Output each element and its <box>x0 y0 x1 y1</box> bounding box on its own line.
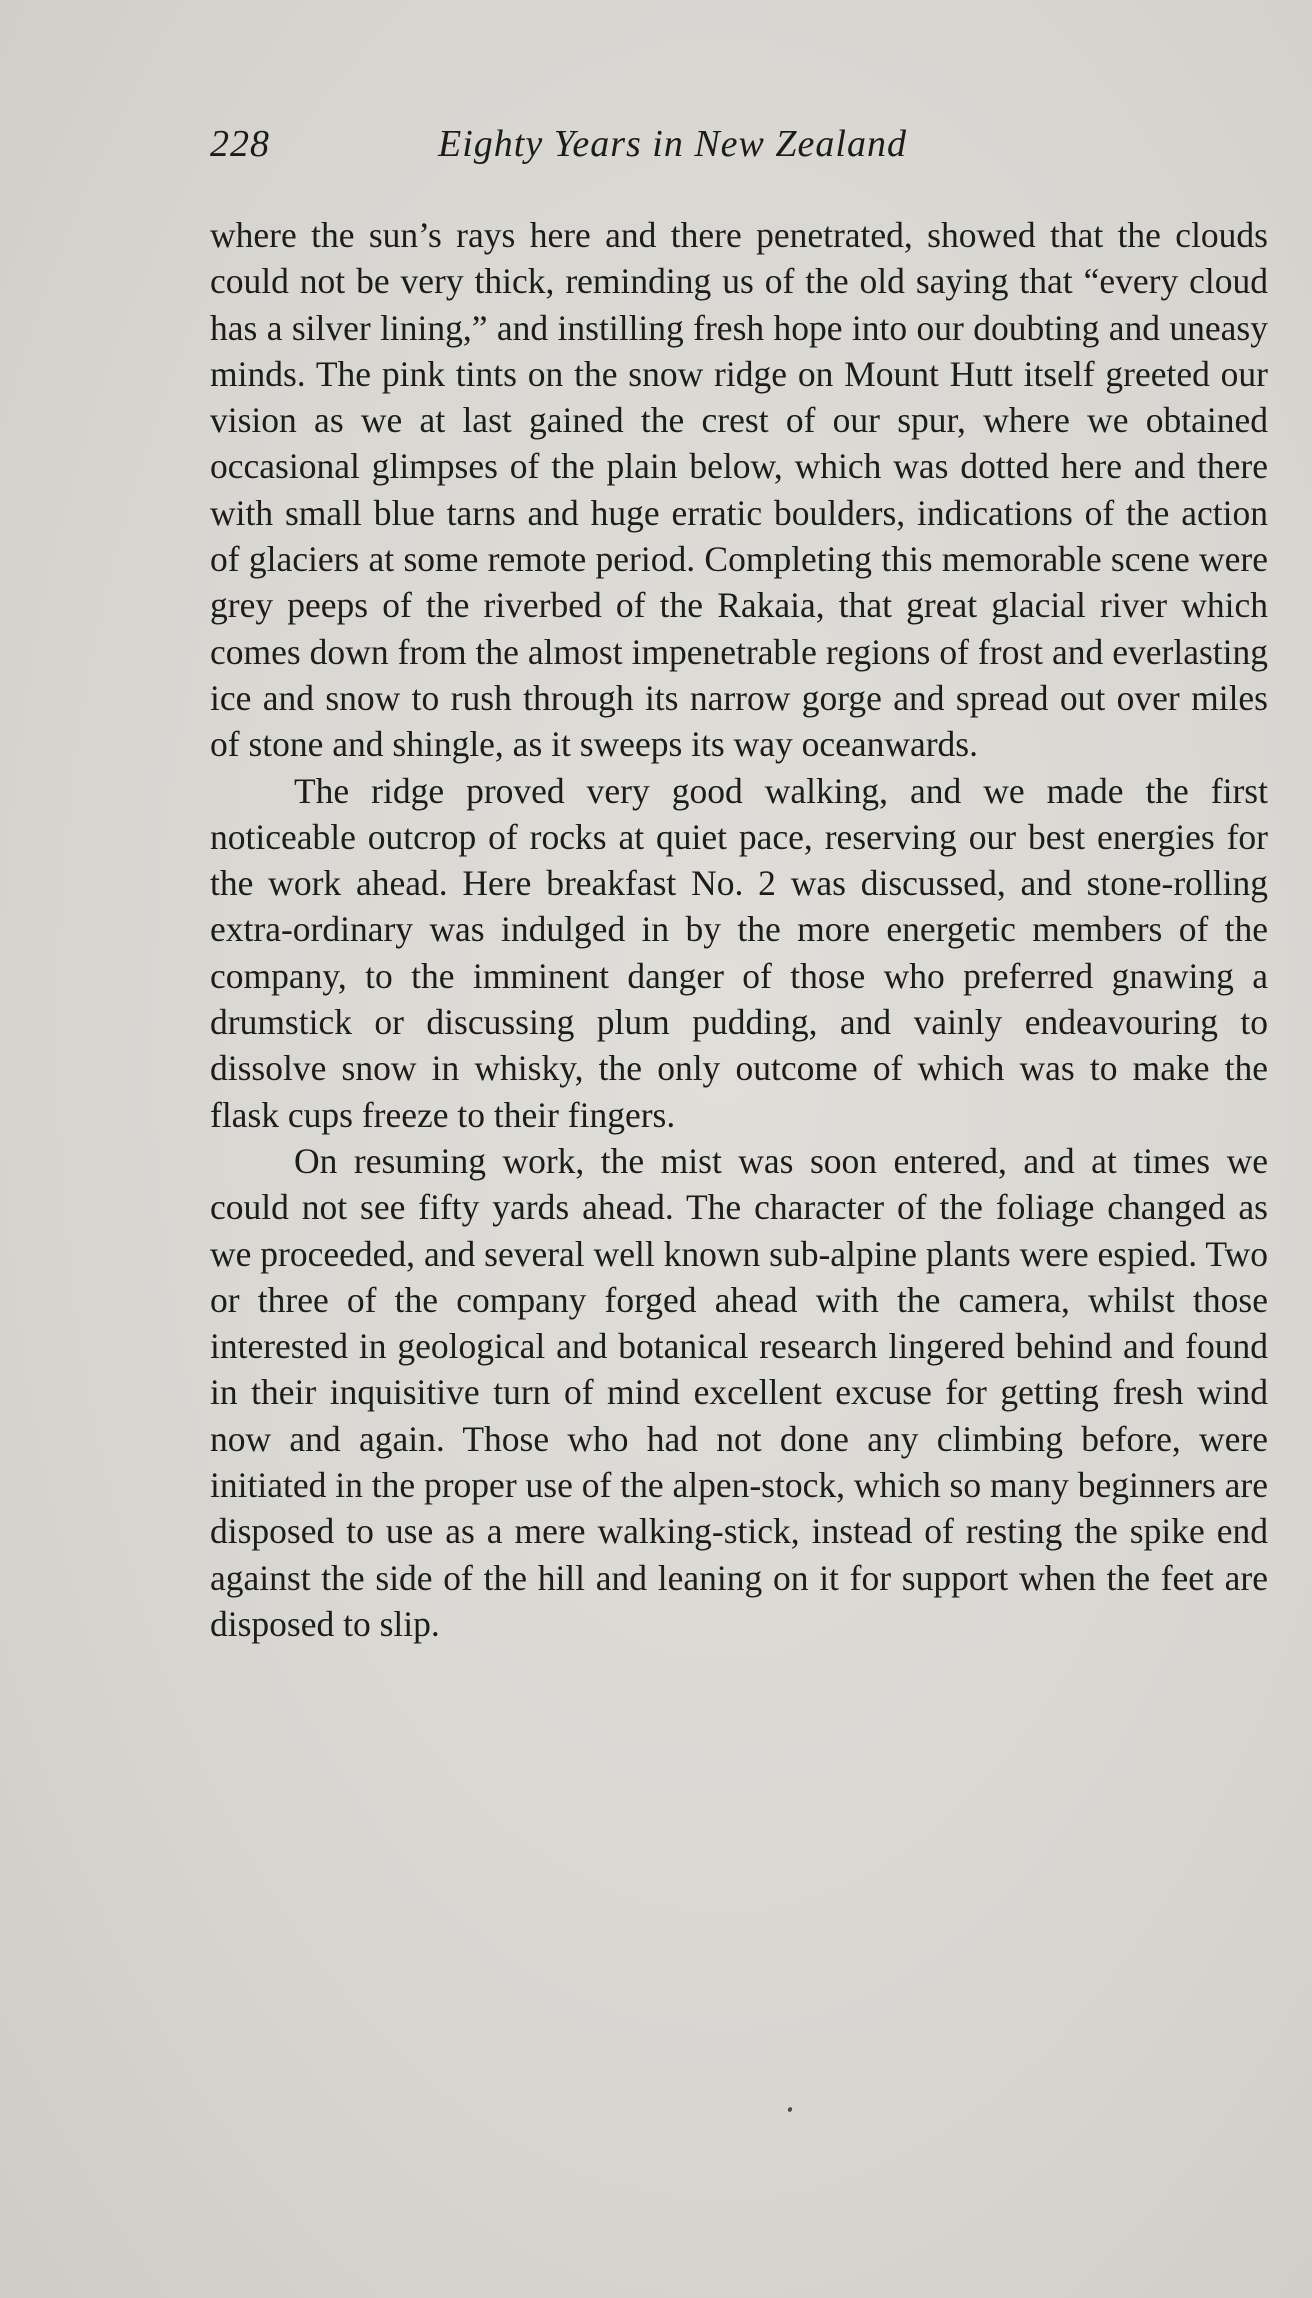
body-text <box>210 212 1268 1647</box>
paragraph-3: On resuming work, the mist was soon entered, and at times we could not see fifty yards ahead. The character of the foliage changed as we proceeded, and several well known sub-alpine plants were espied. Two or three of the company forged ahead with the camera, whilst those interested in geological and botanical research lingered behind and found in their inquisitive turn of mind excellent excuse for getting fresh wind now and again. Those who had not done any climbing before, were initiated in the proper use of the alpen-stock, which so many beginners are disposed to use as a mere walking-stick, instead of resting the spike end against the side of the hill and leaning on it for support when the feet are disposed to slip. <box>210 1140 1268 1644</box>
ink-speck <box>787 2106 793 2112</box>
page-number: 228 <box>210 123 270 165</box>
paragraph-1: where the sun’s rays here and there penetrated, showed that the clouds could not be very thick, reminding us of the old saying that “every cloud has a silver lining,” and instilling fresh hope into our doubting and uneasy minds. The pink tints on the snow ridge on Mount Hutt itself greeted our vision as we at last gained the crest of our spur, where we obtained occasional glimpses of the plain below, which was dotted here and there with small blue tarns and huge erratic boulders, indications of the action of glaciers at some remote period. Completing this memorable scene were grey peeps of the riverbed of the Rakaia, that great glacial river which comes down from the almost impenetrable regions of frost and everlasting ice and snow to rush through its narrow gorge and spread out over miles of stone and shingle, as it sweeps its way oceanwards. <box>210 215 1268 765</box>
running-header <box>210 122 1040 172</box>
paragraph-2: The ridge proved very good walking, and we made the first noticeable outcrop of rocks at quiet pace, reserving our best energies for the work ahead. Here breakfast No. 2 was discussed, and stone-rolling extra-ordinary was indulged in by the more energetic members of the company, to the imminent danger of those who preferred gnawing a drumstick or discussing plum pudding, and vainly endeavouring to dissolve snow in whisky, the only outcome of which was to make the flask cups freeze to their fingers. <box>210 770 1268 1135</box>
running-title: Eighty Years in New Zealand <box>438 123 907 165</box>
